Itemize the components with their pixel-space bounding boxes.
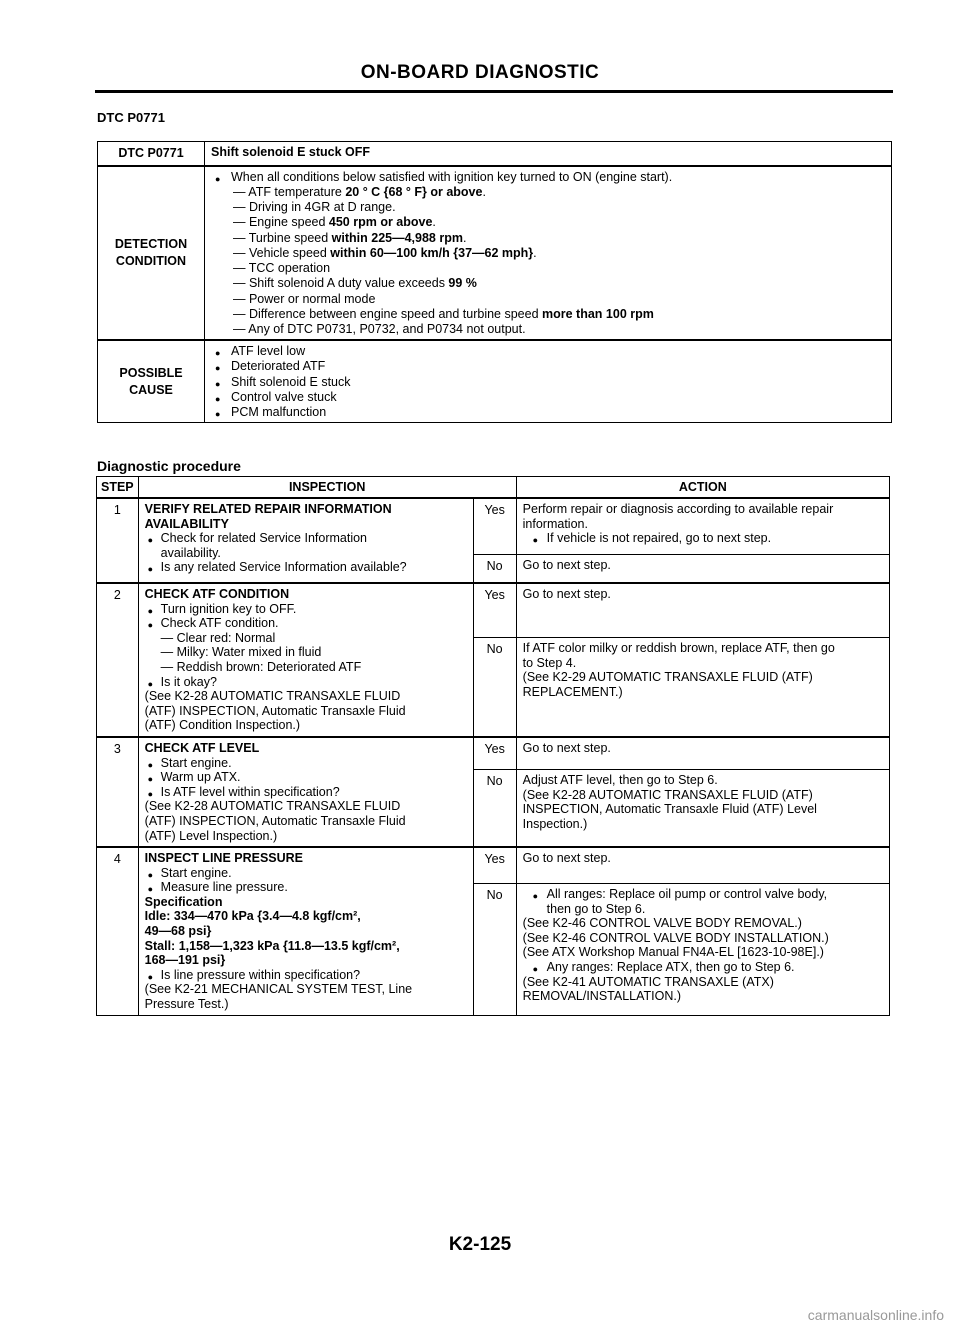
detection-line-value: more than 100 rpm	[542, 306, 654, 321]
detection-line-suffix: .	[432, 215, 436, 230]
action-line: REPLACEMENT.)	[522, 684, 623, 699]
step3-question: ● Is ATF level within specification?	[145, 785, 467, 800]
possible-cause-label: POSSIBLE CAUSE	[98, 340, 205, 423]
step1-no: No	[473, 555, 516, 584]
step2-ref: (See K2-28 AUTOMATIC TRANSAXLE FLUID	[144, 689, 401, 704]
step4-spec-idle: Idle: 334—470 kPa {3.4—4.8 kgf/cm²,	[144, 909, 361, 924]
action-line: If ATF color milky or reddish brown, replace ATF, then go	[522, 641, 835, 655]
step4-spec-idle-cont: 49—68 psi}	[144, 924, 212, 939]
step4-no-action	[516, 884, 889, 1016]
step4-spec-stall-cont: 168—191 psi}	[144, 953, 226, 968]
step3-ref: (See K2-28 AUTOMATIC TRANSAXLE FLUID	[144, 799, 401, 814]
action-line: (See K2-41 AUTOMATIC TRANSAXLE (ATX)	[522, 974, 774, 989]
detection-line	[215, 322, 883, 337]
step3-bullet: ● Warm up ATX.	[145, 770, 467, 785]
step3-inspection	[138, 737, 473, 847]
step4-ref: Pressure Test.)	[144, 997, 229, 1012]
step1-question: ● Is any related Service Information available?	[145, 560, 467, 575]
action-header: ACTION	[516, 477, 889, 499]
detection-line-text: — ATF temperature	[233, 185, 346, 200]
action-line: REMOVAL/INSTALLATION.)	[522, 989, 682, 1004]
step4-title: INSPECT LINE PRESSURE	[144, 851, 304, 866]
step4-bullet: ● Start engine.	[145, 866, 467, 881]
procedure-label: Diagnostic procedure	[97, 458, 241, 474]
step1-title: VERIFY RELATED REPAIR INFORMATION	[144, 502, 392, 516]
step-number: 3	[97, 737, 139, 847]
step2-no: No	[473, 638, 516, 737]
detection-line-text: — Any of DTC P0731, P0732, and P0734 not output.	[233, 321, 526, 336]
cause-item: ● ATF level low	[215, 344, 883, 359]
step4-no: No	[473, 884, 516, 1016]
detection-line	[215, 200, 883, 215]
step-number: 2	[97, 583, 139, 737]
detection-line	[215, 231, 883, 246]
step4-inspection	[138, 847, 473, 1015]
step-number: 4	[97, 847, 139, 1015]
watermark: carmanualsonline.info	[807, 1307, 944, 1323]
dtc-code-cell: DTC P0771	[98, 142, 205, 166]
action-bullet: ● If vehicle is not repaired, go to next step.	[523, 531, 883, 546]
step3-title: CHECK ATF LEVEL	[144, 740, 260, 755]
step2-ref: (ATF) INSPECTION, Automatic Transaxle Fluid	[144, 703, 406, 718]
page-number: K2-125	[448, 1234, 512, 1255]
step2-question: ● Is it okay?	[145, 675, 467, 690]
step2-inspection	[138, 583, 473, 737]
step2-no-action	[516, 638, 889, 737]
detection-line-text: — Difference between engine speed and turbine speed	[233, 306, 543, 321]
step1-bullet-cont: availability.	[160, 545, 221, 560]
action-line: (See K2-46 CONTROL VALVE BODY INSTALLATION.)	[522, 930, 829, 945]
step3-no: No	[473, 769, 516, 847]
step2-sub: — Milky: Water mixed in fluid	[160, 645, 322, 660]
action-line: (See K2-28 AUTOMATIC TRANSAXLE FLUID (ATF)	[522, 787, 813, 802]
step2-yes: Yes	[473, 583, 516, 638]
page-header-title: ON-BOARD DIAGNOSTIC	[360, 62, 600, 83]
action-bullet: ● Any ranges: Replace ATX, then go to Step 6.	[523, 960, 883, 975]
dtc-description: Shift solenoid E stuck OFF	[205, 142, 892, 166]
action-line: (See K2-29 AUTOMATIC TRANSAXLE FLUID (ATF)	[522, 670, 813, 685]
step4-bullet: ● Measure line pressure.	[145, 880, 467, 895]
inspection-header: INSPECTION	[138, 477, 516, 499]
step1-title-cont: AVAILABILITY	[144, 516, 229, 531]
step4-yes: Yes	[473, 847, 516, 884]
step4-ref: (See K2-21 MECHANICAL SYSTEM TEST, Line	[144, 982, 413, 997]
detection-line-value: 20 ° C {68 ° F} or above	[345, 185, 483, 200]
step-number: 1	[97, 498, 139, 583]
action-bullet: ● All ranges: Replace oil pump or control valve body,	[523, 887, 883, 902]
cause-item: ● Shift solenoid E stuck	[215, 375, 883, 390]
action-line: to Step 4.	[522, 655, 577, 670]
step1-inspection	[138, 498, 473, 583]
detection-line-text: — Driving in 4GR at D range.	[233, 200, 396, 215]
step1-no-action: Go to next step.	[516, 555, 889, 584]
header-rule	[95, 90, 893, 93]
detection-line-value: 450 rpm or above	[328, 215, 433, 230]
step4-spec-label: Specification	[144, 894, 223, 909]
cause-list	[215, 344, 883, 420]
detection-line	[215, 185, 883, 200]
step2-bullet: ● Check ATF condition.	[145, 616, 467, 631]
step3-yes: Yes	[473, 737, 516, 770]
action-line: Perform repair or diagnosis according to available repair	[522, 502, 834, 516]
detection-line-text: — Power or normal mode	[233, 291, 376, 306]
step2-sub: — Clear red: Normal	[160, 630, 276, 645]
detection-line-text: — TCC operation	[233, 261, 331, 276]
step3-bullet: ● Start engine.	[145, 756, 467, 771]
detection-line	[215, 261, 883, 276]
step3-no-action	[516, 769, 889, 847]
dtc-label: DTC P0771	[97, 110, 165, 125]
detection-condition-label: DETECTION CONDITION	[98, 166, 205, 340]
step4-question: ● Is line pressure within specification?	[145, 968, 467, 983]
detection-line	[215, 215, 883, 230]
step1-yes-action	[516, 498, 889, 555]
detection-line	[215, 307, 883, 322]
detection-line-text: — Turbine speed	[233, 230, 332, 245]
step1-yes: Yes	[473, 498, 516, 555]
detection-line-value: within 60—100 km/h {37—62 mph}	[330, 245, 534, 260]
detection-line-value: 99 %	[448, 276, 477, 291]
action-line: then go to Step 6.	[546, 901, 646, 916]
cause-item: ● Deteriorated ATF	[215, 359, 883, 374]
dtc-info-table	[97, 141, 892, 423]
cause-item: ● Control valve stuck	[215, 390, 883, 405]
detection-condition-content	[205, 166, 892, 340]
cause-item: ● PCM malfunction	[215, 405, 883, 420]
step3-yes-action: Go to next step.	[516, 737, 889, 770]
detection-line-suffix: .	[462, 230, 467, 245]
step4-spec-stall: Stall: 1,158—1,323 kPa {11.8—13.5 kgf/cm²,	[144, 938, 400, 953]
action-line: (See K2-46 CONTROL VALVE BODY REMOVAL.)	[522, 916, 802, 931]
step2-ref: (ATF) Condition Inspection.)	[144, 718, 301, 733]
action-line: Inspection.)	[522, 816, 588, 831]
step1-bullet: ● Check for related Service Information	[145, 531, 467, 546]
step2-yes-action: Go to next step.	[516, 583, 889, 638]
action-line: INSPECTION, Automatic Transaxle Fluid (ATF) Level	[522, 802, 817, 817]
detection-line-text: — Engine speed	[233, 215, 329, 230]
action-line: (See ATX Workshop Manual FN4A-EL [1623-10-98E].)	[522, 945, 824, 960]
action-line: information.	[522, 516, 588, 531]
step-header: STEP	[97, 477, 139, 499]
detection-intro: ● When all conditions below satisfied with ignition key turned to ON (engine start).	[215, 170, 883, 185]
step2-title: CHECK ATF CONDITION	[144, 587, 290, 601]
detection-line	[215, 246, 883, 261]
step4-yes-action: Go to next step.	[516, 847, 889, 884]
action-line: Adjust ATF level, then go to Step 6.	[522, 772, 718, 787]
detection-line	[215, 276, 883, 291]
detection-lines	[215, 185, 883, 337]
step3-ref: (ATF) Level Inspection.)	[144, 828, 278, 843]
step3-ref: (ATF) INSPECTION, Automatic Transaxle Fluid	[144, 813, 406, 828]
detection-line-text: — Shift solenoid A duty value exceeds	[233, 276, 449, 291]
detection-line	[215, 292, 883, 307]
detection-line-text: — Vehicle speed	[233, 245, 331, 260]
step2-sub: — Reddish brown: Deteriorated ATF	[160, 659, 362, 674]
possible-cause-content	[205, 340, 892, 423]
detection-line-value: within 225—4,988 rpm	[331, 230, 463, 245]
diagnostic-procedure-table	[96, 476, 890, 1016]
detection-line-suffix: .	[533, 245, 537, 260]
step2-bullet: ● Turn ignition key to OFF.	[145, 602, 467, 617]
detection-line-suffix: .	[482, 185, 486, 200]
